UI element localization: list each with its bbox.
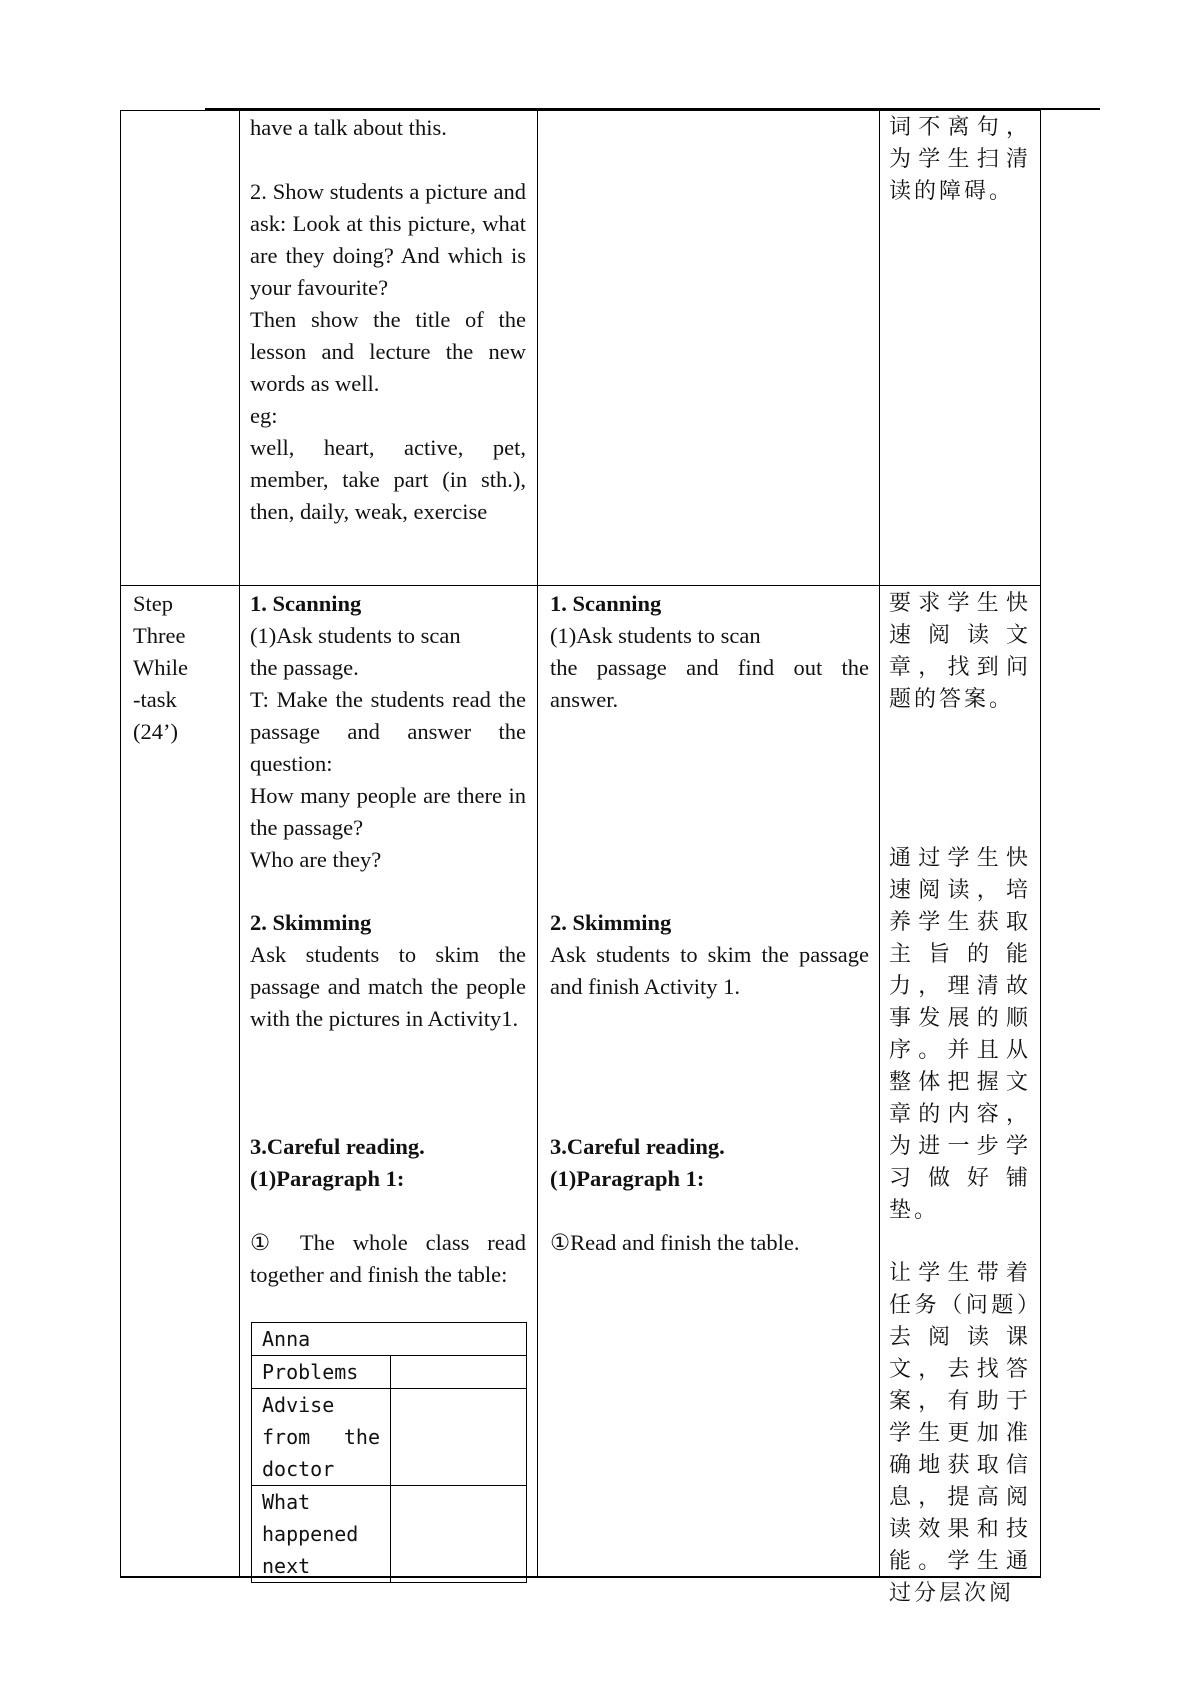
teacher-scan-line: Who are they? (250, 847, 382, 872)
purpose-3: 让学生带着任务（问题）去阅读课文，去找答案，有助于学生更加准确地获取信息，提高阅读效果和技能。学生通过分层次阅 (889, 1261, 1031, 1606)
student-scan-line: the passage and find out the answer. (550, 655, 869, 712)
teacher-scan-line: T: Make the students read the passage and answer the question: (250, 687, 526, 776)
row1-line-4: eg: (250, 403, 278, 428)
teacher-skimming (250, 907, 526, 1035)
teacher-para-title: (1)Paragraph 1: (250, 1166, 405, 1191)
teacher-skim-text: Ask students to skim the passage and match the people with the pictures in Activity1. (250, 942, 526, 1031)
purpose-2: 通过学生快速阅读，培养学生获取主旨的能力，理清故事发展的顺序。并且从整体把握文章的内容，为进一步学习做好铺垫。 (889, 846, 1031, 1223)
teacher-scan-line: (1)Ask students to scan (250, 623, 461, 648)
student-scan-line: (1)Ask students to scan (550, 623, 761, 648)
step-line: -task (133, 687, 177, 712)
table-label: What happened next (252, 1486, 391, 1583)
table-label: Problems (252, 1356, 391, 1389)
table-value[interactable] (391, 1486, 527, 1583)
row2-teacher-activity (250, 588, 526, 876)
step-line: Three (133, 623, 186, 648)
top-border-long (205, 108, 1100, 110)
row1-teacher-activity (250, 112, 526, 528)
table-label: Advise from the doctor (252, 1389, 391, 1486)
row1-line-2: 2. Show students a picture and ask: Look at this picture, what are they doing? And which is your favourite? (250, 179, 526, 300)
teacher-scan-title: 1. Scanning (250, 591, 362, 616)
student-careful-title: 3.Careful reading. (550, 1134, 725, 1159)
student-skimming (550, 907, 869, 1003)
row2-student-activity (550, 588, 869, 716)
row1-line-3: Then show the title of the lesson and lecture the new words as well. (250, 307, 526, 396)
student-careful (550, 1131, 869, 1259)
step-line: (24’) (133, 719, 178, 744)
table-value[interactable] (391, 1389, 527, 1486)
col-border-left (120, 110, 121, 1578)
teacher-scan-line: the passage. (250, 655, 359, 680)
step-line: While (133, 655, 188, 680)
teacher-para-text: ① The whole class read together and finish the table: (250, 1230, 526, 1287)
top-border-short (120, 110, 1040, 111)
student-para-text: ①Read and finish the table. (550, 1230, 800, 1255)
teacher-careful (250, 1131, 526, 1291)
row-divider (120, 585, 1040, 586)
row1-purpose: 词不离句，为学生扫清读的障碍。 (889, 115, 1031, 204)
teacher-careful-title: 3.Careful reading. (250, 1134, 425, 1159)
row1-line-0: have a talk about this. (250, 115, 447, 140)
teacher-skim-title: 2. Skimming (250, 910, 372, 935)
student-para-title: (1)Paragraph 1: (550, 1166, 705, 1191)
row1-line-5: well, heart, active, pet, member, take part (in sth.), then, daily, weak, exercise (250, 435, 526, 524)
col-border-3 (879, 110, 880, 1578)
purpose-1: 要求学生快速阅读文章，找到问题的答案。 (889, 591, 1031, 712)
col-border-right (1040, 110, 1041, 1578)
student-scan-title: 1. Scanning (550, 591, 662, 616)
anna-header: Anna (252, 1323, 527, 1356)
row2-step (133, 588, 233, 748)
step-line: Step (133, 591, 174, 616)
student-skim-text: Ask students to skim the passage and finish Activity 1. (550, 942, 869, 999)
student-skim-title: 2. Skimming (550, 910, 672, 935)
col-border-2 (537, 110, 538, 1578)
col-border-1 (239, 110, 240, 1578)
teacher-scan-line: How many people are there in the passage? (250, 783, 526, 840)
table-value[interactable] (391, 1356, 527, 1389)
anna-table (251, 1322, 527, 1583)
